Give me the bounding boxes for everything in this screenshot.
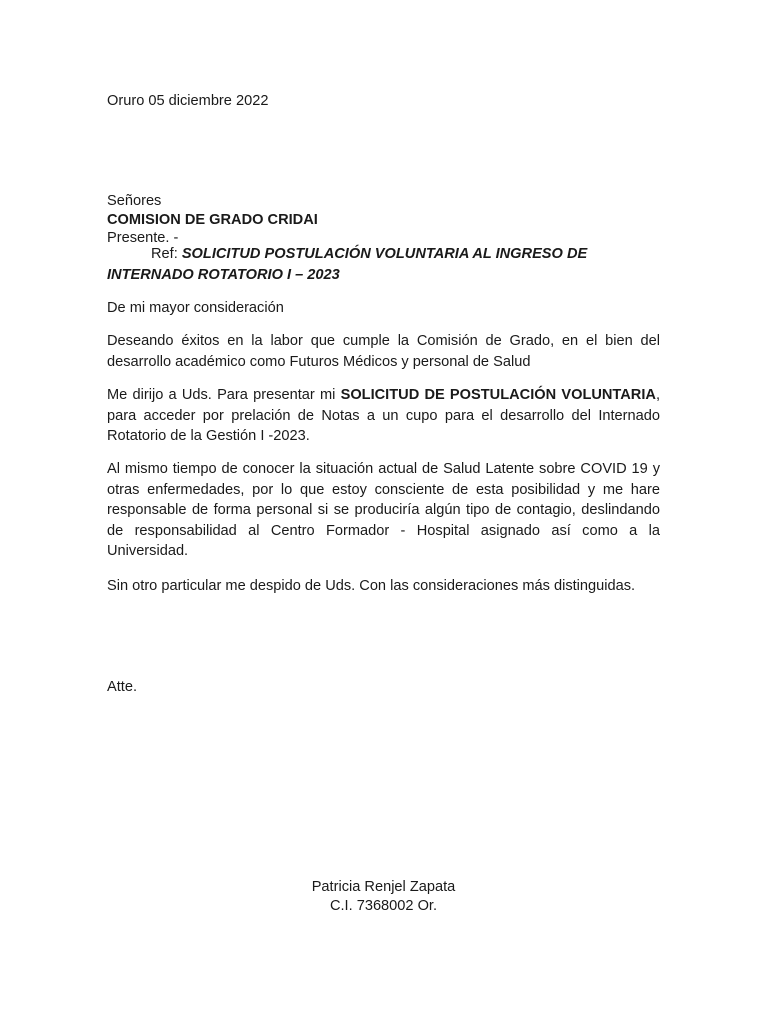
date-text: Oruro 05 diciembre 2022 [107,93,269,109]
paragraph-2-emphasis: SOLICITUD DE POSTULACIÓN VOLUNTARIA [340,387,656,403]
addressee-name: COMISION DE GRADO CRIDAI [107,211,318,228]
presente-text: Presente. - [107,230,179,246]
paragraph-1-text: Deseando éxitos en la labor que cumple la Comisión de Grado, en el bien del desarrollo académico como Futuros Médicos y personal de Salud [107,333,660,370]
ref-subject-line2: INTERNADO ROTATORIO I – 2023 [107,266,340,283]
signer-id: C.I. 7368002 Or. [329,897,438,914]
paragraph-2-intro: Me dirijo a Uds. Para presentar mi [107,387,341,403]
signer-name: Patricia Renjel Zapata [311,879,456,895]
ref-label: Ref: [151,246,182,262]
signature-block [107,877,660,916]
letter-date [107,91,660,112]
paragraph-2-text [107,385,660,447]
reference-block [107,244,660,285]
paragraph-2 [107,385,660,447]
greeting-text: De mi mayor consideración [107,300,284,316]
addressee-block [107,191,660,249]
paragraph-4-text: Sin otro particular me despido de Uds. Con las consideraciones más distinguidas. [107,578,636,594]
salutation-text: Señores [107,193,162,209]
paragraph-3 [107,459,660,562]
greeting [107,298,660,319]
ref-subject-line1: SOLICITUD POSTULACIÓN VOLUNTARIA AL INGRESO DE [181,246,588,262]
closing-text: Atte. [107,679,138,695]
paragraph-2-rest: , para acceder por prelación de Notas a un cupo para el desarrollo del Internado Rotatorio de la Gestión I -2023. [107,387,660,444]
closing [107,677,660,698]
paragraph-4 [107,576,660,597]
paragraph-3-text: Al mismo tiempo de conocer la situación actual de Salud Latente sobre COVID 19 y otras enfermedades, por lo que estoy consciente de esta posibilidad y me hare responsable de forma personal si se produciría algún tipo de contagio, deslindando de responsabilidad al Centro Formador - Hospital asignado así como a la Universidad. [107,461,660,559]
paragraph-1 [107,331,660,372]
